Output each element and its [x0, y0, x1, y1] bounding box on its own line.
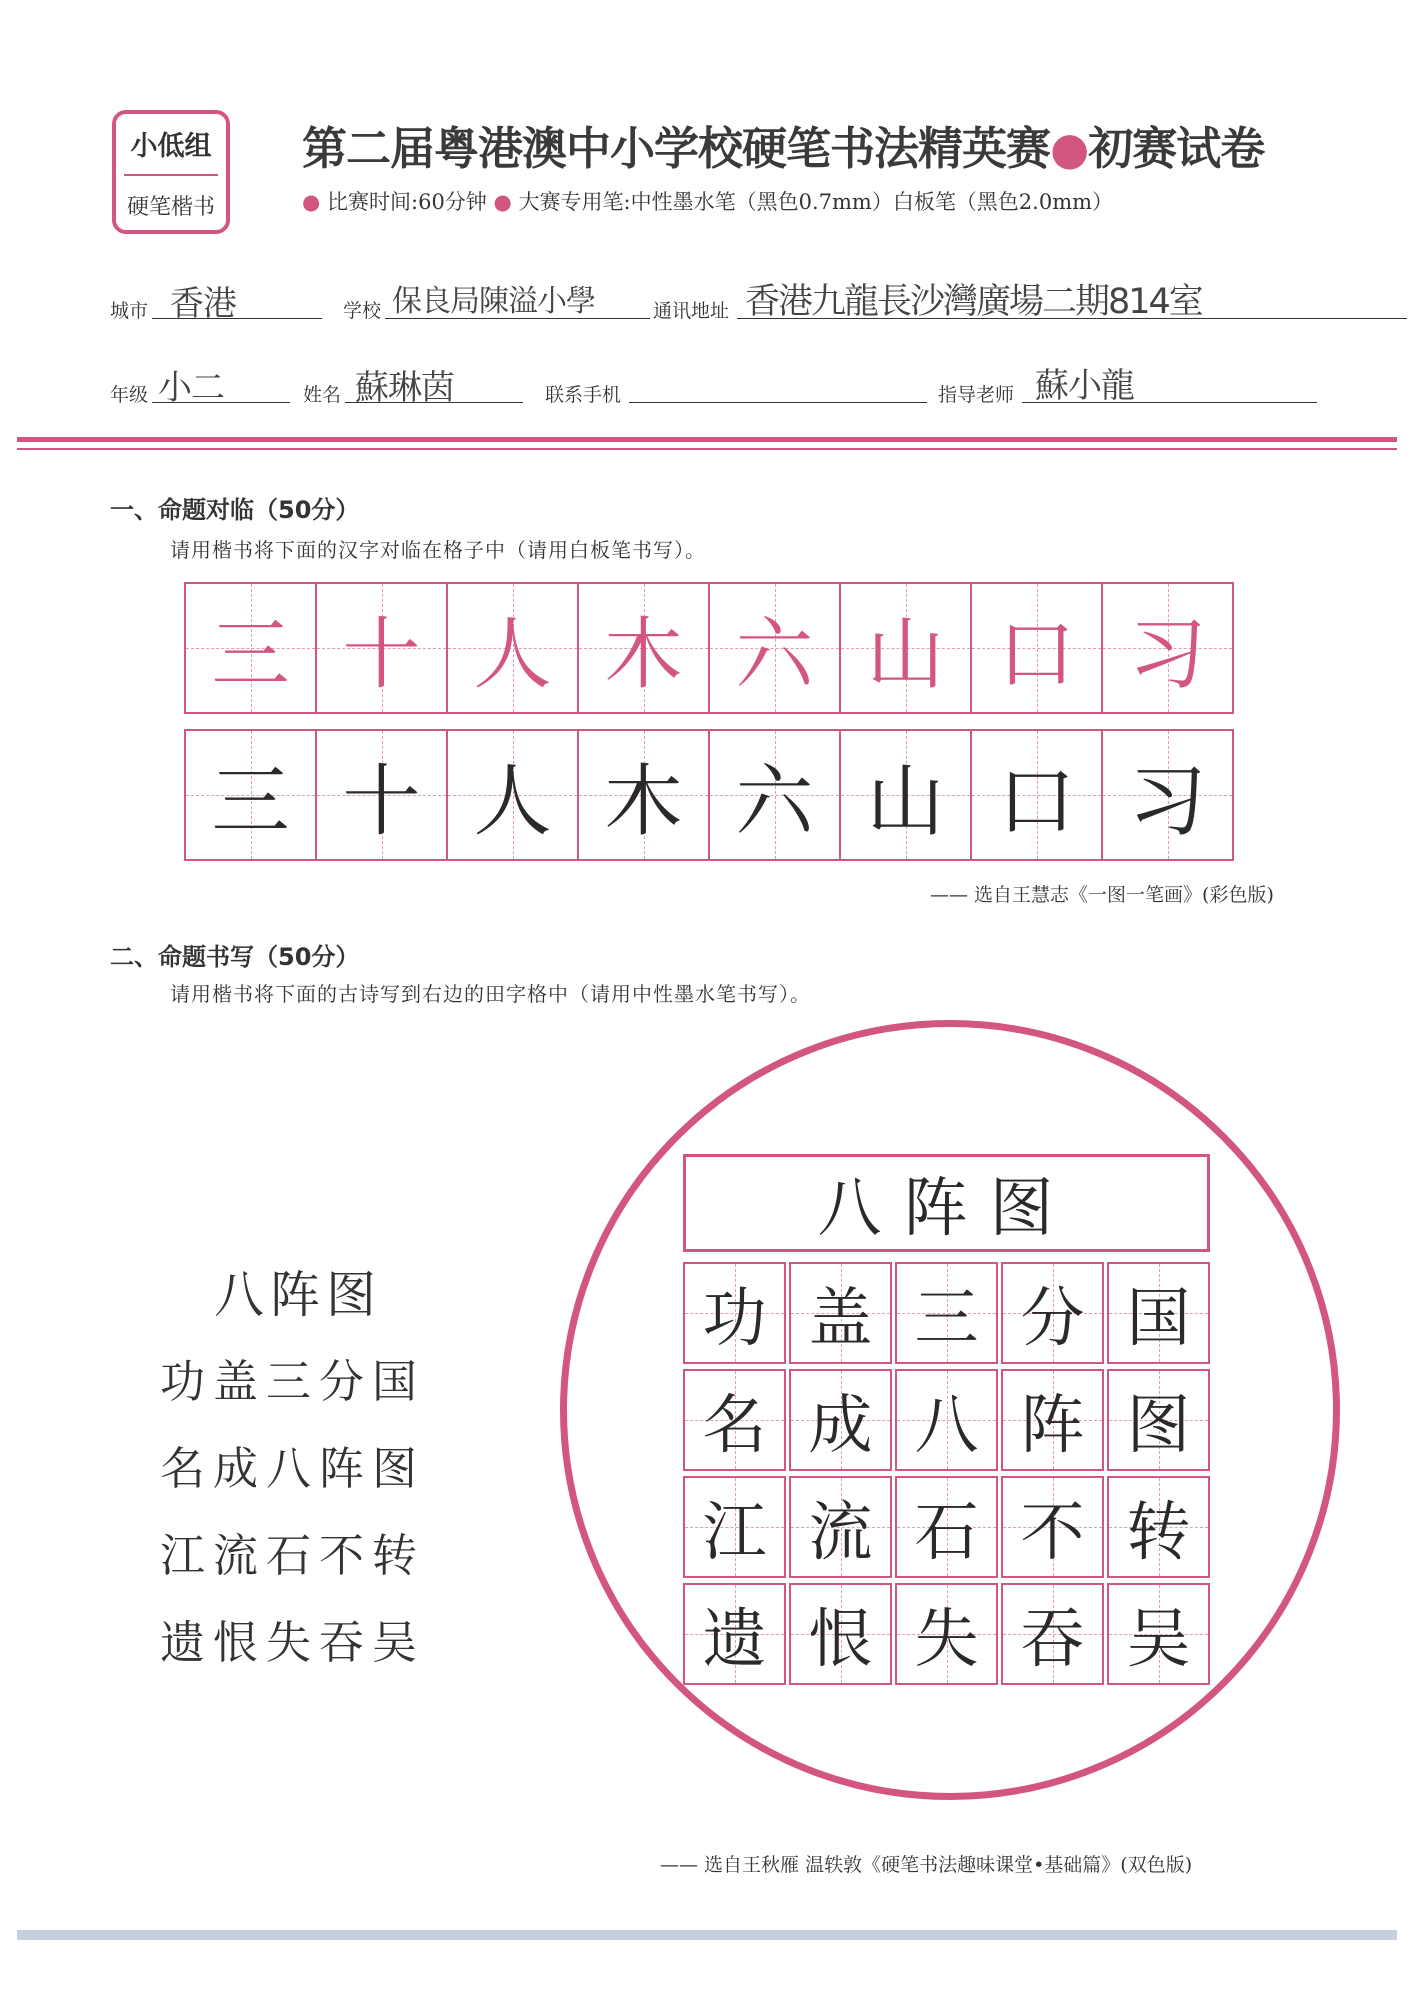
- writing-cell[interactable]: 习: [1101, 729, 1234, 861]
- writing-cell[interactable]: 分: [1001, 1262, 1104, 1364]
- address-label: 通讯地址: [653, 300, 730, 322]
- writing-cell[interactable]: 吴: [1107, 1583, 1210, 1685]
- name-field[interactable]: 蘇琳茵: [355, 368, 454, 408]
- phone-label: 联系手机: [545, 384, 622, 406]
- title-dot: ●: [1050, 122, 1089, 175]
- poem-line: 功盖三分国: [160, 1355, 426, 1408]
- writing-cell[interactable]: 不: [1001, 1476, 1104, 1578]
- model-cell: 习: [1101, 582, 1234, 714]
- section2-heading: 二、命题书写（50分）: [110, 943, 360, 971]
- group-stamp: [112, 110, 230, 234]
- grade-label: 年级: [110, 384, 149, 406]
- header-rule-thick: [17, 437, 1397, 442]
- writing-cell[interactable]: 名: [683, 1369, 786, 1471]
- section1-heading: 一、命题对临（50分）: [110, 496, 360, 524]
- teacher-field[interactable]: 蘇小龍: [1035, 366, 1134, 406]
- writing-cell[interactable]: 三: [184, 729, 317, 861]
- model-cell: 山: [839, 582, 972, 714]
- writing-cell[interactable]: 转: [1107, 1476, 1210, 1578]
- model-cell: 三: [184, 582, 317, 714]
- writing-cell[interactable]: 阵: [1001, 1369, 1104, 1471]
- model-cell: 口: [970, 582, 1103, 714]
- writing-cell[interactable]: 失: [895, 1583, 998, 1685]
- writing-cell[interactable]: 盖: [789, 1262, 892, 1364]
- poem-row[interactable]: [683, 1262, 1213, 1364]
- poem-text: [160, 1255, 425, 1693]
- grade-field[interactable]: 小二: [158, 368, 224, 408]
- exam-time: 比赛时间:60分钟: [327, 190, 487, 214]
- writing-cell[interactable]: 图: [1107, 1369, 1210, 1471]
- section2-instructions: 请用楷书将下面的古诗写到右边的田字格中（请用中性墨水笔书写）。: [170, 982, 811, 1006]
- section2-credit: —— 选自王秋雁 温轶敦《硬笔书法趣味课堂•基础篇》(双色版): [660, 1854, 1193, 1876]
- school-field[interactable]: 保良局陳溢小學: [392, 284, 595, 319]
- city-label: 城市: [110, 300, 149, 322]
- written-title: 八阵图: [817, 1172, 1076, 1246]
- poem-title: 八阵图: [214, 1266, 382, 1324]
- poem-line: 遗恨失吞吴: [160, 1616, 426, 1669]
- exam-info: [302, 186, 1113, 216]
- stamp-divider: [124, 174, 218, 176]
- written-title-box[interactable]: [683, 1154, 1210, 1252]
- model-cell: 木: [577, 582, 710, 714]
- title-tail: 初赛试卷: [1088, 122, 1265, 175]
- writing-cell[interactable]: 国: [1107, 1262, 1210, 1364]
- model-cell: 六: [708, 582, 841, 714]
- exam-pens: 大赛专用笔:中性墨水笔（黑色0.7mm）白板笔（黑色2.0mm）: [518, 190, 1114, 214]
- writing-cell[interactable]: 恨: [789, 1583, 892, 1685]
- writing-cell[interactable]: 八: [895, 1369, 998, 1471]
- bullet-icon: ●: [302, 190, 321, 214]
- footer-bar: [17, 1930, 1397, 1940]
- writing-cell[interactable]: 遗: [683, 1583, 786, 1685]
- address-field[interactable]: 香港九龍長沙灣廣場二期814室: [745, 282, 1202, 322]
- city-field[interactable]: 香港: [170, 284, 236, 324]
- writing-cell[interactable]: 六: [708, 729, 841, 861]
- group-label: 小低组: [130, 131, 212, 162]
- writing-cell[interactable]: 流: [789, 1476, 892, 1578]
- page-title: [302, 112, 1264, 177]
- writing-cell[interactable]: 石: [895, 1476, 998, 1578]
- phone-line: [629, 402, 927, 403]
- poem-row[interactable]: [683, 1369, 1213, 1471]
- poem-line: 江流石不转: [160, 1529, 426, 1582]
- writing-cell[interactable]: 江: [683, 1476, 786, 1578]
- section1-instructions: 请用楷书将下面的汉字对临在格子中（请用白板笔书写）。: [170, 538, 706, 562]
- writing-cell[interactable]: 三: [895, 1262, 998, 1364]
- section1-credit: —— 选自王慧志《一图一笔画》(彩色版): [930, 884, 1274, 906]
- bullet-icon: ●: [493, 190, 512, 214]
- model-char-grid: [184, 582, 1232, 714]
- writing-cell[interactable]: 口: [970, 729, 1103, 861]
- model-cell: 人: [446, 582, 579, 714]
- writing-cell[interactable]: 十: [315, 729, 448, 861]
- poem-row[interactable]: [683, 1476, 1213, 1578]
- writing-cell[interactable]: 功: [683, 1262, 786, 1364]
- poem-row[interactable]: [683, 1583, 1213, 1685]
- writing-cell[interactable]: 木: [577, 729, 710, 861]
- header-rule-thin: [17, 448, 1397, 450]
- writing-cell[interactable]: 成: [789, 1369, 892, 1471]
- model-cell: 十: [315, 582, 448, 714]
- writing-cell[interactable]: 山: [839, 729, 972, 861]
- name-label: 姓名: [303, 384, 342, 406]
- category-label: 硬笔楷书: [126, 195, 215, 220]
- school-label: 学校: [343, 300, 382, 322]
- writing-cell[interactable]: 吞: [1001, 1583, 1104, 1685]
- writing-cell[interactable]: 人: [446, 729, 579, 861]
- written-char-grid[interactable]: [184, 729, 1232, 861]
- poem-line: 名成八阵图: [160, 1442, 426, 1495]
- title-main: 第二届粤港澳中小学校硬笔书法精英赛: [302, 122, 1051, 175]
- teacher-label: 指导老师: [938, 384, 1015, 406]
